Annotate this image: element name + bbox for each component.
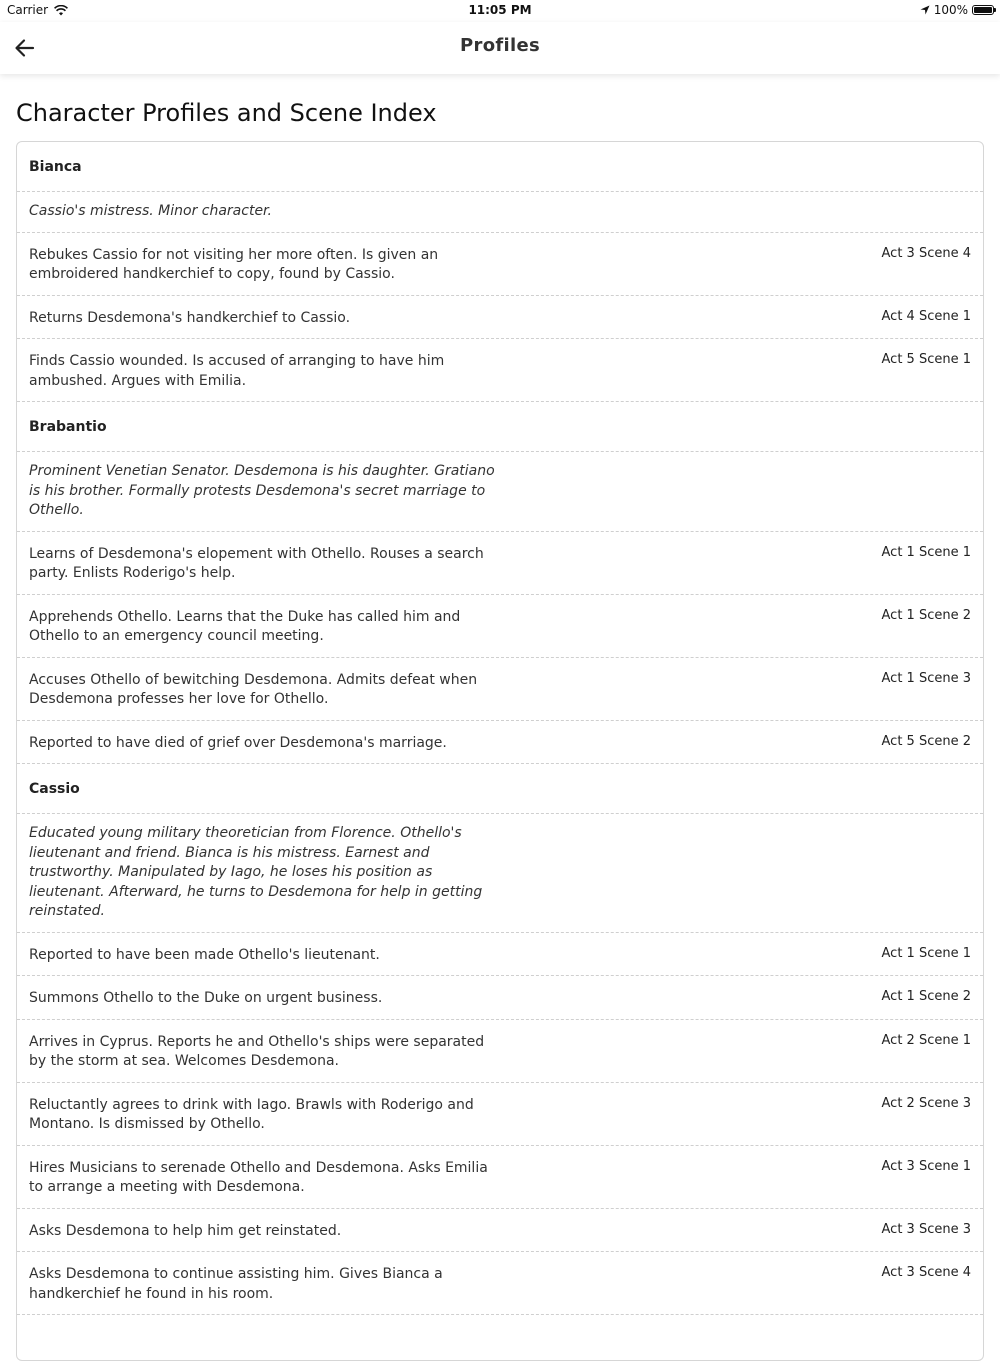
scene-summary: Reported to have been made Othello's lieutenant. (29, 946, 380, 963)
character-description (17, 452, 983, 532)
character-description (17, 814, 983, 933)
status-time: 11:05 PM (468, 3, 532, 17)
scene-row[interactable] (17, 1146, 983, 1209)
nav-title: Profiles (460, 35, 540, 56)
scene-row[interactable] (17, 1252, 983, 1315)
scene-row[interactable] (17, 933, 983, 977)
scene-reference: Act 1 Scene 1 (881, 544, 971, 560)
scene-summary: Returns Desdemona's handkerchief to Cassio. (29, 309, 351, 326)
location-arrow-icon (920, 5, 930, 15)
scene-summary: Asks Desdemona to help him get reinstated. (29, 1222, 342, 1239)
scene-summary: Apprehends Othello. Learns that the Duke has called him and Othello to an emergency council meeting. (29, 608, 461, 644)
scene-summary: Finds Cassio wounded. Is accused of arranging to have him ambushed. Argues with Emilia. (29, 353, 445, 389)
scene-reference: Act 5 Scene 2 (881, 733, 971, 749)
character-name: Bianca (29, 159, 82, 175)
description-text: Educated young military theoretician from Florence. Othello's lieutenant and friend. Bianca is his mistress. Earnest and trustworthy. Manipulated by Iago, he loses his position as lieutenant. Afterward, he turns to Desdemona for help in getting reinstated. (29, 825, 483, 919)
character-description (17, 192, 983, 233)
scene-summary: Hires Musicians to serenade Othello and Desdemona. Asks Emilia to arrange a meeting with Desdemona. (29, 1159, 488, 1195)
page-title: Character Profiles and Scene Index (16, 99, 437, 127)
scene-summary: Summons Othello to the Duke on urgent business. (29, 990, 383, 1006)
scene-reference: Act 1 Scene 3 (881, 670, 971, 686)
scene-reference: Act 5 Scene 1 (881, 352, 971, 367)
scene-row[interactable] (17, 296, 983, 340)
description-text: Cassio's mistress. Minor character. (29, 203, 272, 219)
scene-reference: Act 3 Scene 3 (881, 1221, 971, 1237)
scene-row[interactable] (17, 1083, 983, 1146)
battery-percent: 100% (933, 3, 968, 17)
character-header (17, 402, 983, 452)
scene-summary: Accuses Othello of bewitching Desdemona. Admits defeat when Desdemona professes her love for Othello. (29, 671, 478, 707)
scene-row[interactable] (17, 233, 983, 296)
status-bar (0, 0, 1000, 22)
battery-icon (972, 5, 994, 15)
scene-reference: Act 4 Scene 1 (881, 308, 971, 324)
scene-reference: Act 3 Scene 4 (881, 1265, 971, 1280)
scene-reference: Act 1 Scene 1 (881, 945, 971, 961)
character-header (17, 764, 983, 814)
scene-reference: Act 2 Scene 1 (881, 1032, 971, 1048)
scene-row[interactable] (17, 339, 983, 402)
scene-summary: Learns of Desdemona's elopement with Othello. Rouses a search party. Enlists Roderigo's help. (29, 545, 484, 581)
scene-row[interactable] (17, 595, 983, 658)
character-name: Brabantio (29, 419, 107, 435)
scene-reference: Act 3 Scene 4 (881, 245, 971, 261)
scene-row[interactable] (17, 1020, 983, 1083)
character-header (17, 142, 983, 192)
status-right (920, 3, 994, 17)
navigation-bar (0, 22, 1000, 74)
scene-summary: Asks Desdemona to continue assisting him. Gives Bianca a handkerchief he found in his room. (29, 1266, 443, 1302)
description-text: Prominent Venetian Senator. Desdemona is his daughter. Gratiano is his brother. Formally protests Desdemona's secret marriage to Othello. (29, 463, 495, 518)
scene-summary: Rebukes Cassio for not visiting her more often. Is given an embroidered handkerchief to copy, found by Cassio. (29, 246, 439, 282)
character-name: Cassio (29, 781, 80, 797)
scene-row[interactable] (17, 658, 983, 721)
scene-row[interactable] (17, 532, 983, 595)
scene-reference: Act 2 Scene 3 (881, 1095, 971, 1111)
scene-row[interactable] (17, 976, 983, 1020)
scene-reference: Act 1 Scene 2 (881, 607, 971, 623)
scene-summary: Reluctantly agrees to drink with Iago. Brawls with Roderigo and Montano. Is dismissed by Othello. (29, 1096, 474, 1132)
scene-reference: Act 3 Scene 1 (881, 1158, 971, 1174)
scene-reference: Act 1 Scene 2 (881, 989, 971, 1004)
scene-row[interactable] (17, 1209, 983, 1253)
carrier-label: Carrier (7, 3, 49, 17)
scene-row[interactable] (17, 721, 983, 765)
scene-summary: Reported to have died of grief over Desdemona's marriage. (29, 734, 447, 751)
scene-summary: Arrives in Cyprus. Reports he and Othello's ships were separated by the storm at sea. Welcomes Desdemona. (29, 1033, 485, 1069)
profiles-list (16, 141, 984, 1361)
